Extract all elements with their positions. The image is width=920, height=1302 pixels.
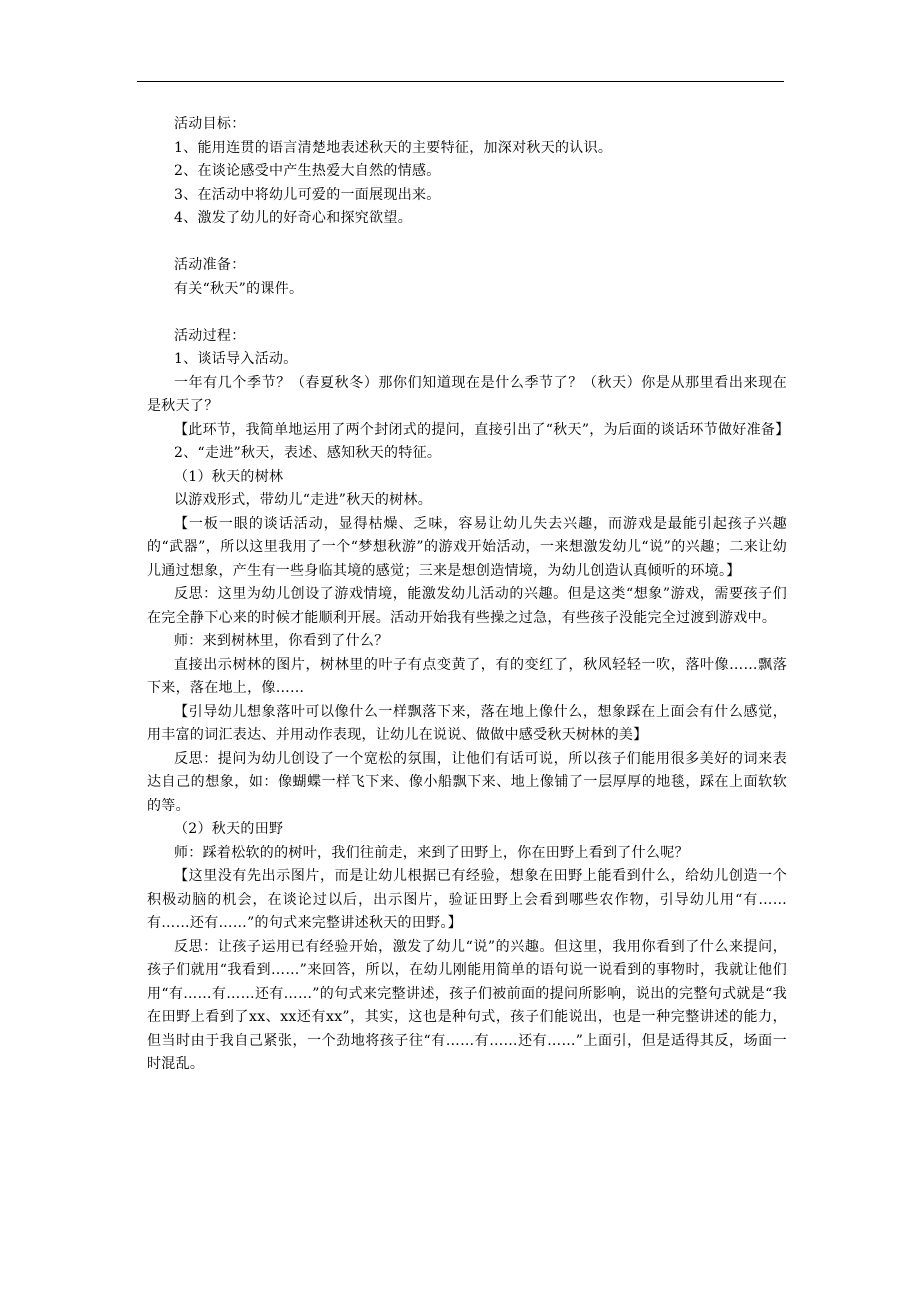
process-paragraph: （2）秋天的田野 [174, 821, 284, 837]
process-paragraph: 【这里没有先出示图片，而是让幼儿根据已有经验，想象在田野上能看到什么，给幼儿创造一个积极动脑的机会，在谈论过以后，出示图片，验证田野上会看到哪些农作物，引导幼儿用“有……有……还有……”的句式来完整讲述秋天的田野。】 [147, 868, 787, 931]
prep-text: 有关“秋天”的课件。 [174, 280, 304, 297]
goal-item: 2、在谈论感受中产生热爱大自然的情感。 [174, 163, 441, 179]
process-paragraph: 一年有几个季节？（春夏秋冬）那你们知道现在是什么季节了？（秋天）你是从那里看出来现在是秋天了？ [147, 374, 787, 414]
process-paragraph: 师：来到树林里，你看到了什么？ [174, 633, 389, 649]
spacer [147, 301, 787, 325]
process-paragraph: 反思：这里为幼儿创设了游戏情境，能激发幼儿活动的兴趣。但是这类“想象”游戏，需要孩子们在完全静下心来的时候才能顺利开展。活动开始我有些操之过急，有些孩子没能完全过渡到游戏中。 [147, 586, 787, 626]
process-paragraph: 反思：让孩子运用已有经验开始，激发了幼儿“说”的兴趣。但这里，我用你看到了什么来提问，孩子们就用“我看到……”来回答，所以，在幼儿刚能用简单的语句说一说看到的事物时，我就让他们用“有……有……还有……”的句式来完整讲述，孩子们被前面的提问所影响，说出的完整句式就是“我在田野上看到了xx、xx还有xx”，其实，这也是种句式，孩子们能说出，也是一种完整讲述的能力，但当时由于我自己紧张，一个劲地将孩子往“有……有……还有……”上面引，但是适得其反，场面一时混乱。 [147, 938, 787, 1072]
header-rule [137, 81, 784, 82]
process-heading: 活动过程： [174, 327, 246, 344]
process-paragraph: （1）秋天的树林 [174, 468, 284, 485]
process-paragraph: 反思：提问为幼儿创设了一个宽松的氛围，让他们有话可说，所以孩子们能用很多美好的词来表达自己的想象，如：像蝴蝶一样飞下来、像小船飘下来、地上像铺了一层厚厚的地毯，踩在上面软软的等。 [147, 750, 787, 814]
process-paragraph: 【一板一眼的谈话活动，显得枯燥、乏味，容易让幼儿失去兴趣，而游戏是最能引起孩子兴趣的“武器”，所以这里我用了一个“梦想秋游”的游戏开始活动，一来想激发幼儿“说”的兴趣；二来让幼儿通过想象，产生有一些身临其境的感觉；三来是想创造情境，为幼儿创造认真倾听的环境。】 [147, 515, 787, 579]
goal-item: 4、激发了幼儿的好奇心和探究欲望。 [174, 210, 413, 226]
process-paragraph: 【此环节，我简单地运用了两个封闭式的提问，直接引出了“秋天”，为后面的谈话环节做好准备】 [174, 421, 790, 438]
process-paragraph: 直接出示树林的图片，树林里的叶子有点变黄了，有的变红了，秋风轻轻一吹，落叶像……飘落下来，落在地上，像…… [147, 656, 787, 696]
prep-heading: 活动准备： [174, 257, 246, 273]
process-paragraph: 以游戏形式，带幼儿“走进”秋天的树林。 [174, 492, 433, 508]
goal-item: 1、能用连贯的语言清楚地表述秋天的主要特征，加深对秋天的认识。 [174, 139, 613, 156]
process-paragraph: 1、谈话导入活动。 [174, 351, 298, 367]
process-paragraph: 2、“走进”秋天，表述、感知秋天的特征。 [174, 445, 442, 461]
goals-heading: 活动目标： [174, 116, 246, 132]
process-paragraph: 【引导幼儿想象落叶可以像什么一样飘落下来，落在地上像什么，想象踩在上面会有什么感觉，用丰富的词汇表达、并用动作表现，让幼儿在说说、做做中感受秋天树林的美】 [147, 703, 787, 743]
document-body [147, 113, 790, 1077]
goal-item: 3、在活动中将幼儿可爱的一面展现出来。 [174, 186, 441, 203]
spacer [147, 231, 787, 255]
process-paragraph: 师：踩着松软的的树叶，我们往前走，来到了田野上，你在田野上看到了什么呢？ [174, 844, 689, 861]
